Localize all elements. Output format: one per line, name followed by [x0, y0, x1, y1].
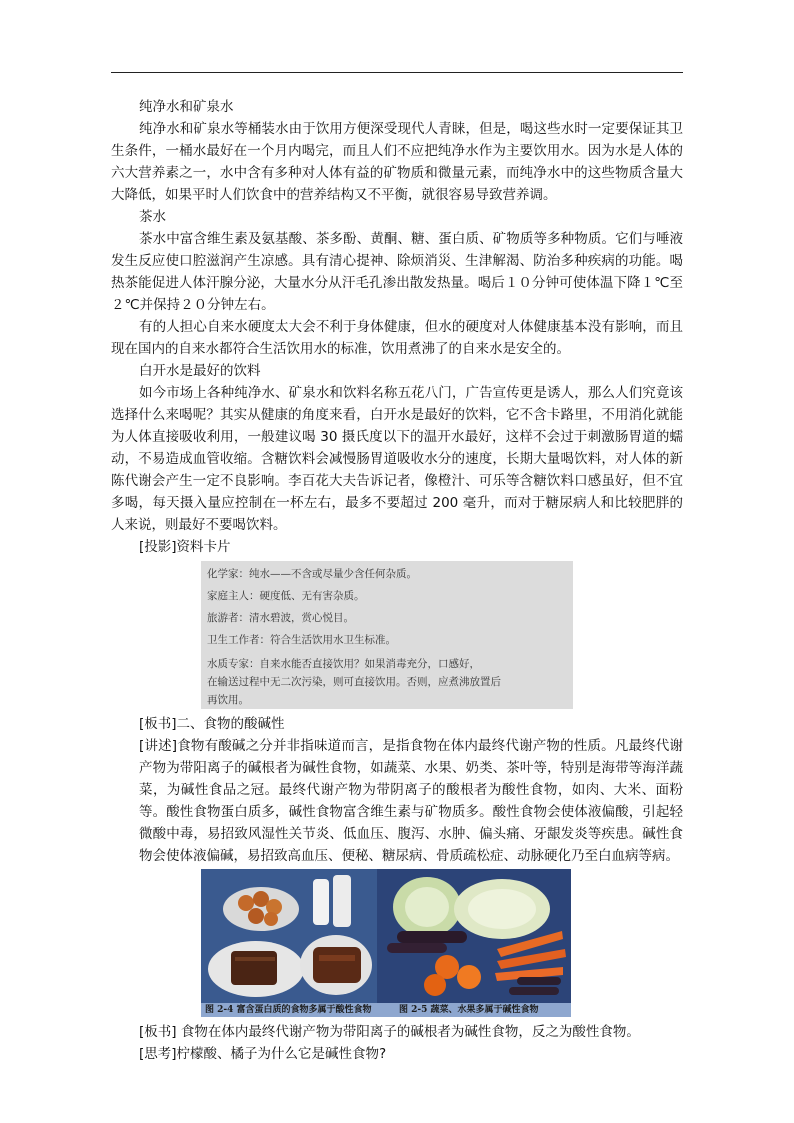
paragraph-tea: 茶水中富含维生素及氨基酸、茶多酚、黄酮、糖、蛋白质、矿物质等多种物质。它们与唾液发生反应使口腔滋润产生凉感。具有清心提神、除烦消災、生津解渴、防治多种疾病的功能。喝热茶能促进人体汗腺分泌，大量水分从汗毛孔渗出散发热量。喝后１０分钟可使体温下降１℃至２℃并保持２０分钟左右。 [111, 231, 683, 313]
acidic-food-photo [201, 869, 377, 1003]
paragraph-purified-water: 纯净水和矿泉水等桶装水由于饮用方便深受现代人青睐，但是，喝这些水时一定要保证其卫生条件，一桶水最好在一个月内喝完，而且人们不应把纯净水作为主要饮用水。因为水是人体的六大营养素之一，水中含有多种对人体有益的矿物质和微量元素，而纯净水中的这些物质含量大大降低，如果平时人们饮食中的营养结构又不平衡，就很容易导致营养调。 [111, 121, 683, 203]
caption-left: 图 2-4 富含蛋白质的食物多属于酸性食物 [205, 1005, 372, 1015]
section-heading-boiled-water: 白开水是最好的饮料 [139, 363, 261, 379]
paragraph-lecture: [讲述]食物有酸碱之分并非指味道而言，是指食物在体内最终代谢产物的性质。凡最终代谢产物为带阳离子的碱根者为碱性食物，如蔬菜、水果、奶类、茶叶等，特别是海带等海洋蔬菜，为碱性食品之冠。最终代谢产物为带阴离子的酸根者为酸性食物，如肉、大米、面粉等。酸性食物蛋白质多，碱性食物富含维生素与矿物质多。酸性食物会使体液偏酸，引起轻微酸中毒，易招致风湿性关节炎、低血压、腹泻、水肿、偏头痛、牙龈发炎等疾患。碱性食物会使体液偏碱，易招致高血压、便秘、糖尿病、骨质疏松症、动脉硬化乃至白血病等病。 [139, 738, 683, 864]
paragraph-tap-water: 有的人担心自来水硬度太大会不利于身体健康，但水的硬度对人体健康基本没有影响，而且现在国内的自来水都符合生活饮用水的标准，饮用煮沸了的自来水是安全的。 [111, 319, 683, 357]
card-line: 在输送过程中无二次污染，则可直接饮用。否则，应煮沸放置后 [207, 676, 501, 688]
think-question: [思考]柠檬酸、橘子为什么它是碱性食物? [139, 1046, 387, 1062]
alkaline-food-photo [377, 869, 571, 1003]
food-photos [201, 869, 571, 1017]
section-heading-tea: 茶水 [139, 209, 166, 225]
caption-right: 图 2-5 蔬菜、水果多属于碱性食物 [399, 1005, 539, 1015]
caption-bar [201, 1003, 571, 1017]
section-heading-purified-water: 纯净水和矿泉水 [139, 99, 234, 115]
board-summary: [板书] 食物在体内最终代谢产物为带阳离子的碱根者为碱性食物，反之为酸性食物。 [139, 1024, 640, 1040]
paragraph-boiled-water: 如今市场上各种纯净水、矿泉水和饮料名称五花八门，广告宣传更是诱人，那么人们究竟该选择什么来喝呢？其实从健康的角度来看，白开水是最好的饮料，它不含卡路里，不用消化就能为人体直接吸收利用，一般建议喝 30 摄氏度以下的温开水最好，这样不会过于刺激肠胃道的蠕动，不易造成血管收缩。含糖饮料会减慢肠胃道吸收水分的速度，长期大量喝饮料，对人体的新陈代谢会产生一定不良影响。李百花大夫告诉记者，像橙汁、可乐等含糖饮料口感虽好，但不宜多喝，每天摄入量应控制在一杯左右，最多不要超过 200 毫升，而对于糖尿病人和比较肥胖的人来说，则最好不要喝饮料。 [111, 385, 683, 533]
projection-label: [投影]资料卡片 [139, 539, 231, 555]
header-rule [111, 72, 683, 73]
card-line: 卫生工作者：符合生活饮用水卫生标准。 [207, 634, 396, 646]
document-body [111, 96, 683, 1065]
board-label-acid-base: [板书]二、食物的酸碱性 [139, 716, 285, 732]
data-card-image [201, 561, 573, 709]
card-line: 旅游者：清水碧波，赏心悦目。 [207, 612, 354, 624]
card-line: 水质专家：自来水能否直接饮用？如果消毒充分，口感好， [207, 658, 480, 670]
card-line: 再饮用。 [207, 694, 249, 706]
card-line: 家庭主人：硬度低、无有害杂质。 [207, 590, 365, 602]
card-line: 化学家：纯水——不含或尽量少含任何杂质。 [207, 568, 417, 580]
